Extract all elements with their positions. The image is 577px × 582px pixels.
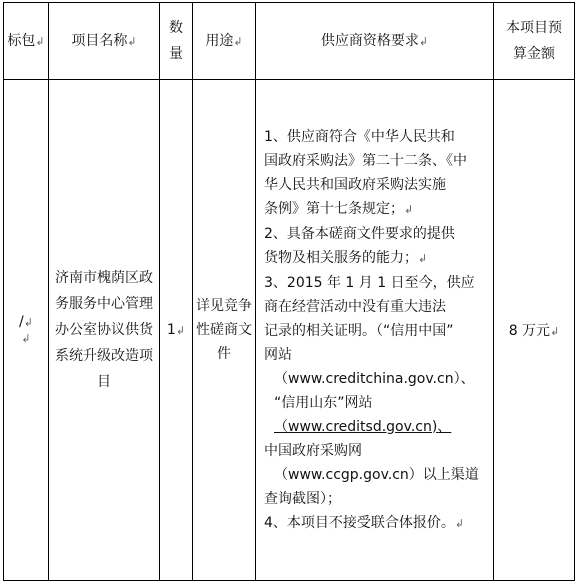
qual-line: 网站 [264, 346, 292, 363]
cell-quantity: 1↲ [160, 80, 193, 581]
qual-line: 1、供应商符合《中华人民共和 [264, 128, 455, 145]
header-usage: 用途↲ [193, 3, 256, 80]
qual-line: 国政府采购法》第二十二条、《中 [264, 152, 467, 169]
qual-line: 4、本项目不接受联合体报价。↲ [264, 514, 465, 531]
cell-usage: 详见竞争性磋商文件 [193, 80, 256, 581]
cell-supplier-qualifications [256, 80, 494, 581]
qual-line: 2、具备本磋商文件要求的提供 [264, 225, 455, 242]
header-package: 标包↲ [4, 3, 49, 80]
qual-line: 条例》第十七条规定；↲ [264, 200, 414, 217]
cell-package: /↲ ↲ [4, 80, 49, 581]
qual-line: （www.creditsd.gov.cn)、 [274, 418, 452, 435]
header-project-name: 项目名称↲ [49, 3, 160, 80]
qual-line: （www.ccgp.gov.cn）以上渠道 [274, 466, 479, 483]
cell-budget: 8 万元↲ [494, 80, 575, 581]
procurement-table [3, 2, 575, 581]
qual-line: 查询截图）； [264, 490, 341, 507]
header-budget: 本项目预算金额 [494, 3, 575, 80]
header-supplier-qualifications: 供应商资格要求↲ [256, 3, 494, 80]
qual-line: （www.creditchina.gov.cn）、 [274, 370, 475, 387]
qual-line: 中国政府采购网 [264, 442, 362, 459]
qual-line: 3、2015 年 1 月 1 日至今，供应 [264, 274, 475, 291]
qual-line: 货物及相关服务的能力；↲ [264, 249, 428, 266]
header-row [4, 3, 575, 80]
qual-line: 商在经营活动中没有重大违法 [264, 298, 446, 315]
cell-project-name: 济南市槐荫区政务服务中心管理办公室协议供货系统升级改造项目 [49, 80, 160, 581]
qual-line: 华人民共和国政府采购法实施 [264, 176, 446, 193]
qual-line: 记录的相关证明。（“信用中国” [264, 322, 454, 339]
qual-line: “信用山东”网站 [274, 394, 373, 411]
table-row [4, 80, 575, 581]
header-quantity: 数量 [160, 3, 193, 80]
